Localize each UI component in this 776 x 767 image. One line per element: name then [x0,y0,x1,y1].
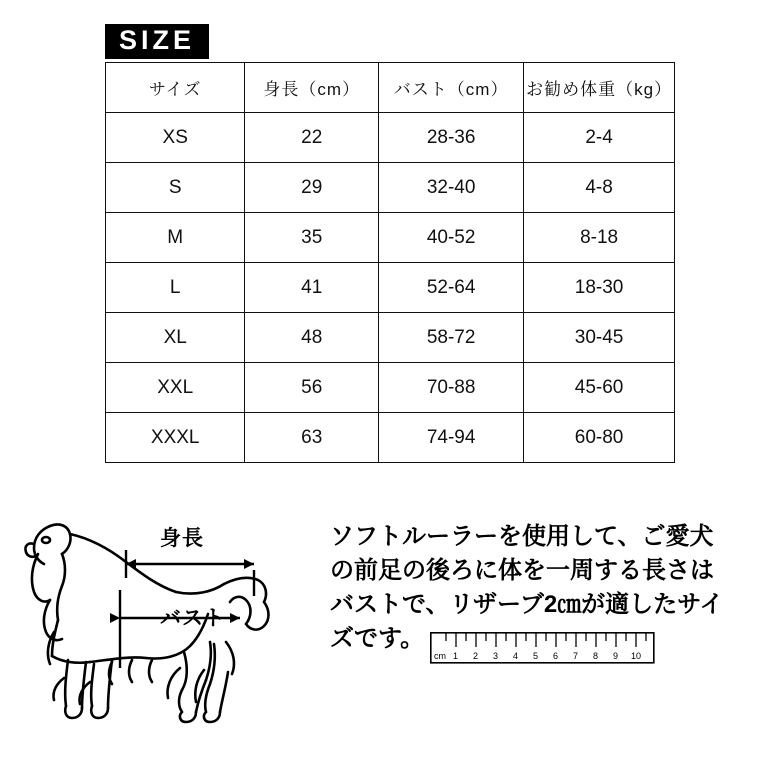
column-header-length: 身長（cm） [245,63,379,113]
svg-text:7: 7 [573,651,579,661]
dog-outline-icon [8,492,318,742]
svg-text:8: 8 [593,651,599,661]
cell-bust: 58-72 [379,313,524,363]
cell-bust: 74-94 [379,413,524,463]
table-row [106,263,675,313]
cell-weight: 4-8 [524,163,675,213]
table-row [106,213,675,263]
cell-length: 29 [245,163,379,213]
cell-length: 22 [245,113,379,163]
instruction-line-3: バストで、リザーブ2㎝が適したサイ [330,591,724,619]
cell-weight: 60-80 [524,413,675,463]
ruler-icon [430,632,655,672]
length-measure-label: 身長 [160,527,204,550]
svg-text:5: 5 [533,651,539,661]
cell-weight: 45-60 [524,363,675,413]
instruction-line-4: ズです。 [330,625,425,653]
cell-bust: 40-52 [379,213,524,263]
cell-weight: 8-18 [524,213,675,263]
cell-size: XXL [106,363,245,413]
svg-text:1: 1 [453,651,459,661]
svg-text:2: 2 [473,651,479,661]
table-row [106,413,675,463]
svg-text:6: 6 [553,651,559,661]
measuring-instructions-section [0,492,776,767]
table-row [106,113,675,163]
bust-measure-label: バスト [160,607,226,630]
svg-text:10: 10 [631,651,642,661]
svg-text:3: 3 [493,651,499,661]
cell-length: 48 [245,313,379,363]
size-table-container [105,62,675,463]
size-badge: SIZE [105,24,209,59]
cell-size: M [106,213,245,263]
cell-bust: 32-40 [379,163,524,213]
cell-weight: 30-45 [524,313,675,363]
svg-text:cm: cm [434,651,446,661]
cell-size: XS [106,113,245,163]
cell-length: 41 [245,263,379,313]
cell-length: 35 [245,213,379,263]
cell-weight: 18-30 [524,263,675,313]
column-header-size: サイズ [106,63,245,113]
cell-size: S [106,163,245,213]
cell-length: 56 [245,363,379,413]
table-row [106,163,675,213]
table-header-row [106,63,675,113]
cell-size: XXXL [106,413,245,463]
cell-length: 63 [245,413,379,463]
cell-bust: 28-36 [379,113,524,163]
cell-weight: 2-4 [524,113,675,163]
table-row [106,313,675,363]
table-row [106,363,675,413]
column-header-weight: お勧め体重（kg） [524,63,675,113]
instruction-line-2: の前足の後ろに体を一周する長さは [330,557,714,585]
column-header-bust: バスト（cm） [379,63,524,113]
size-table [105,62,675,463]
cell-size: XL [106,313,245,363]
svg-text:4: 4 [513,651,519,661]
svg-text:9: 9 [613,651,619,661]
cell-size: L [106,263,245,313]
cell-bust: 52-64 [379,263,524,313]
cell-bust: 70-88 [379,363,524,413]
instruction-line-1: ソフトルーラーを使用して、ご愛犬 [330,523,714,550]
